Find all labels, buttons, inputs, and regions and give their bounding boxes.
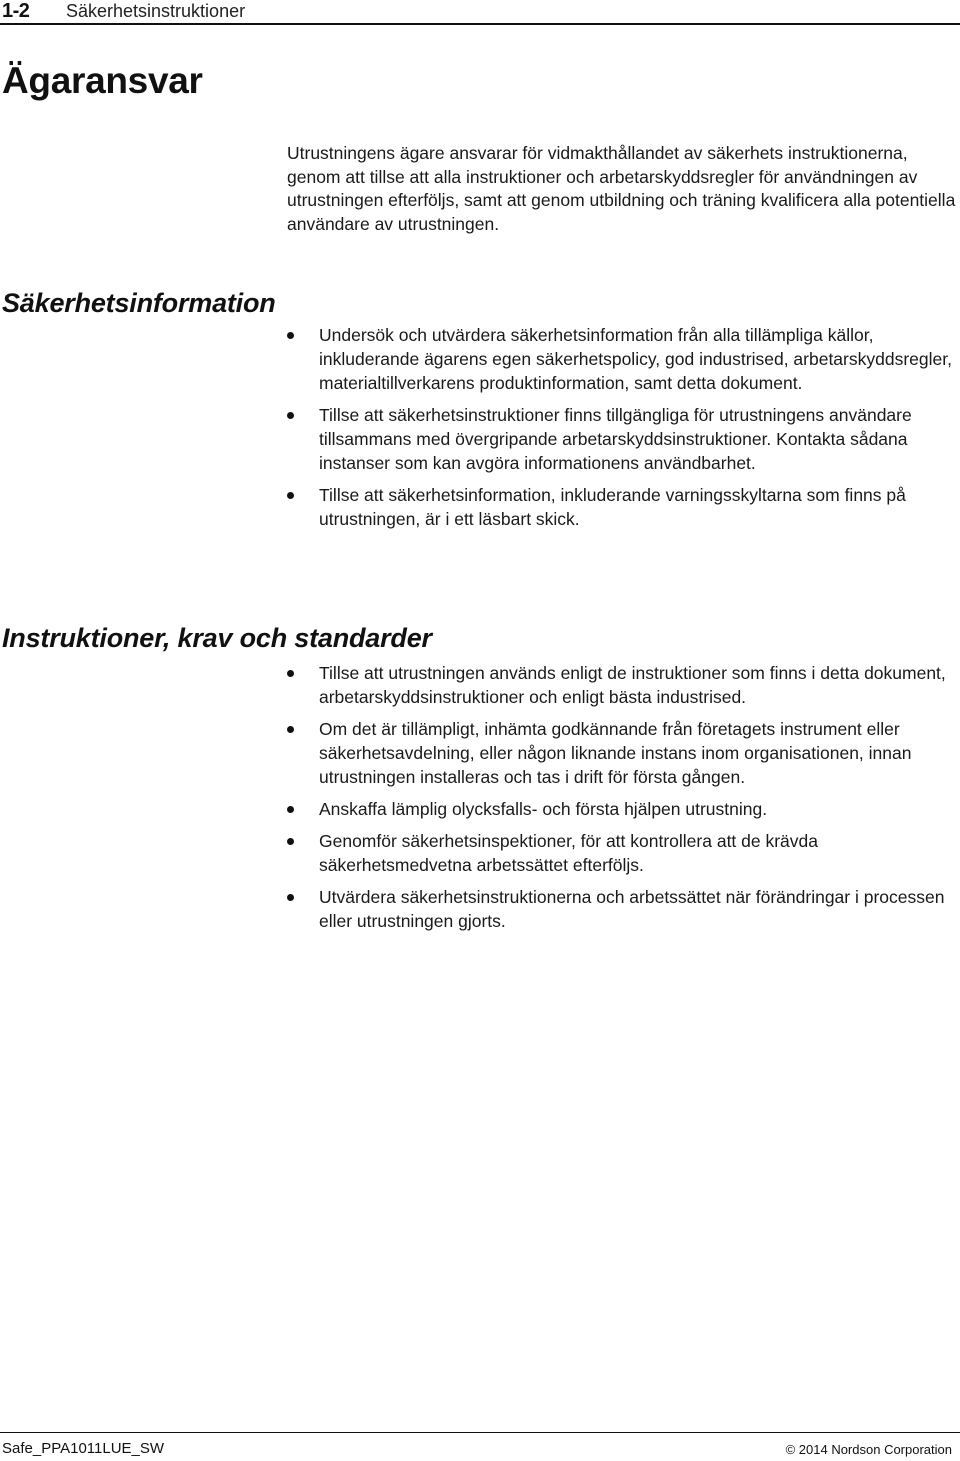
header-divider (0, 23, 960, 25)
list-item (287, 403, 957, 475)
page-header (0, 0, 960, 24)
bullet-icon (287, 726, 294, 733)
list-item (287, 885, 957, 933)
list-item (287, 661, 957, 709)
list-item (287, 829, 957, 877)
bullet-icon (287, 332, 294, 339)
list-item (287, 323, 957, 395)
instructions-list (287, 661, 957, 941)
list-item-text: Tillse att utrustningen används enligt de instruktioner som finns i detta dokument, arbetarskyddsinstruktioner och enligt bästa industrised. (319, 663, 946, 707)
copyright-notice: © 2014 Nordson Corporation (785, 1442, 952, 1457)
bullet-icon (287, 894, 294, 901)
bullet-icon (287, 670, 294, 677)
list-item-text: Utvärdera säkerhetsinstruktionerna och arbetssättet när förändringar i processen eller utrustningen gjorts. (319, 887, 945, 931)
list-item (287, 483, 957, 531)
document-id: Safe_PPA1011LUE_SW (2, 1440, 165, 1457)
running-title: Säkerhetsinstruktioner (66, 1, 246, 21)
bullet-icon (287, 492, 294, 499)
bullet-icon (287, 838, 294, 845)
section-title-safety-info: Säkerhetsinformation (2, 288, 276, 318)
list-item-text: Om det är tillämpligt, inhämta godkännande från företagets instrument eller säkerhetsavdelning, eller någon liknande instans inom organisationen, innan utrustningen installeras och tas i drift för första gången. (319, 719, 912, 787)
list-item-text: Undersök och utvärdera säkerhetsinformation från alla tillämpliga källor, inkluderande ägarens egen säkerhetspolicy, god industrised, arbetarskyddsregler, materialtillverkarens produktinformation, samt detta dokument. (319, 325, 952, 393)
list-item (287, 797, 957, 821)
intro-text: Utrustningens ägare ansvarar för vidmakthållandet av säkerhets instruktionerna, genom att tillse att alla instruktioner och arbetarskyddsregler för användningen av utrustningen efterföljs, samt att genom utbildning och träning kvalificera alla potentiella användare av utrustningen. (287, 143, 956, 234)
bullet-icon (287, 412, 294, 419)
list-item-text: Genomför säkerhetsinspektioner, för att kontrollera att de krävda säkerhetsmedvetna arbetssättet efterföljs. (319, 831, 819, 875)
list-item-text: Anskaffa lämplig olycksfalls- och första hjälpen utrustning. (319, 799, 768, 819)
footer-divider (0, 1432, 960, 1433)
bullet-icon (287, 806, 294, 813)
list-item-text: Tillse att säkerhetsinstruktioner finns tillgängliga för utrustningens användare tillsammans med övergripande arbetarskyddsinstruktioner. Kontakta sådana instanser som kan avgöra informationens användbarhet. (319, 405, 912, 473)
chapter-title: Ägaransvar (2, 60, 203, 101)
list-item-text: Tillse att säkerhetsinformation, inkluderande varningsskyltarna som finns på utrustningen, är i ett läsbart skick. (319, 485, 906, 529)
safety-info-list (287, 323, 957, 539)
intro-paragraph (287, 142, 957, 236)
page-number: 1-2 (2, 0, 30, 22)
list-item (287, 717, 957, 789)
section-title-instructions: Instruktioner, krav och standarder (2, 623, 432, 653)
